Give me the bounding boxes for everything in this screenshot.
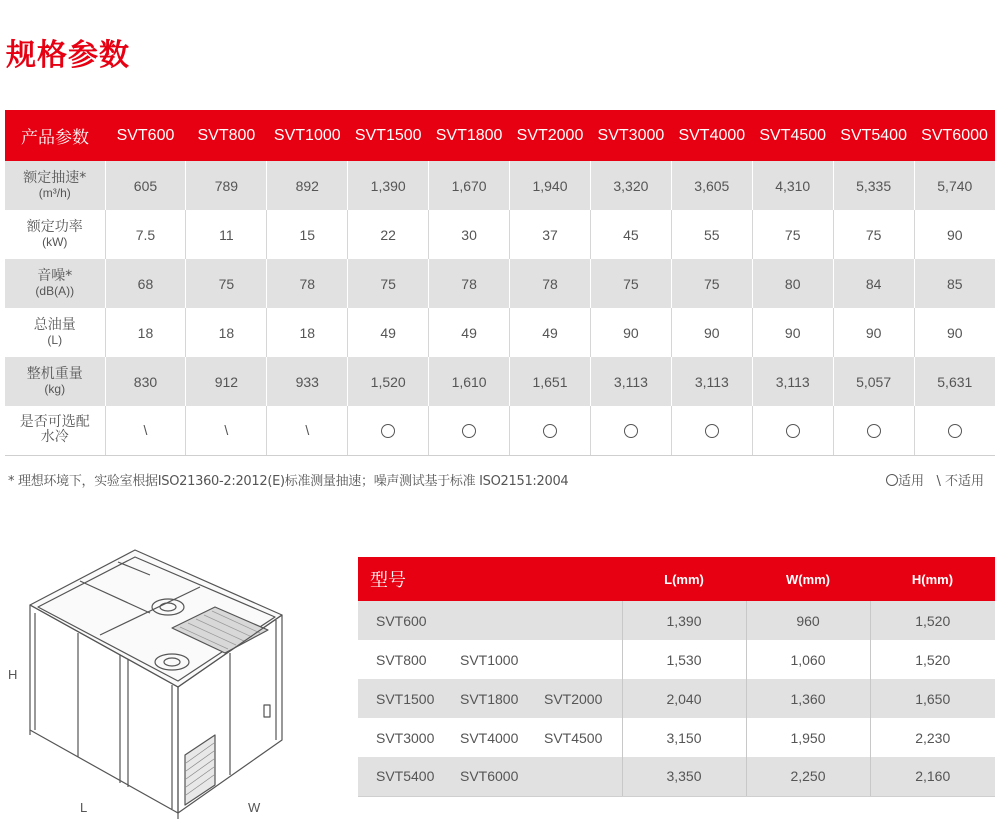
- spec-row: [5, 308, 995, 357]
- spec-cell: 5,740: [914, 161, 995, 210]
- spec-cell: 892: [267, 161, 348, 210]
- spec-cell: 49: [510, 308, 591, 357]
- spec-cell: 11: [186, 210, 267, 259]
- dimension-model-name: SVT800: [376, 651, 427, 668]
- spec-cell: 80: [752, 259, 833, 308]
- spec-cell: 90: [833, 308, 914, 357]
- spec-cell: 90: [752, 308, 833, 357]
- dimension-l-value: 1,530: [622, 640, 746, 679]
- spec-cell: 90: [914, 308, 995, 357]
- spec-row: [5, 357, 995, 406]
- dimension-w-value: 1,360: [746, 679, 870, 718]
- spec-row-name: 额定抽速*: [23, 169, 87, 186]
- spec-cell: 75: [671, 259, 752, 308]
- spec-row-unit: (m³/h): [38, 185, 71, 200]
- spec-cell: 68: [105, 259, 186, 308]
- spec-cell: 78: [267, 259, 348, 308]
- spec-cell: 18: [267, 308, 348, 357]
- spec-cell: 3,605: [671, 161, 752, 210]
- spec-header-model: SVT6000: [914, 110, 995, 161]
- spec-cell: 37: [510, 210, 591, 259]
- spec-cell: 605: [105, 161, 186, 210]
- spec-cell: 3,113: [671, 357, 752, 406]
- spec-cell: 75: [186, 259, 267, 308]
- circle-icon: [786, 424, 800, 438]
- spec-row-name: 是否可选配: [19, 414, 90, 431]
- dimension-row: [358, 601, 995, 640]
- spec-row-label: [5, 210, 105, 259]
- spec-table: [5, 110, 995, 456]
- dimension-header-l: L(mm): [622, 557, 746, 601]
- spec-cell: 49: [429, 308, 510, 357]
- spec-cell: [671, 406, 752, 455]
- spec-cell: 75: [833, 210, 914, 259]
- spec-cell: 75: [752, 210, 833, 259]
- spec-header-model: SVT2000: [510, 110, 591, 161]
- dimension-header-model: 型号: [358, 557, 622, 601]
- spec-row-name: 整机重量: [26, 365, 83, 382]
- spec-header-model: SVT1800: [429, 110, 510, 161]
- spec-row-unit: (kg): [44, 381, 66, 396]
- spec-cell: 15: [267, 210, 348, 259]
- dimension-model-name: SVT6000: [460, 768, 519, 785]
- spec-row-label: [5, 259, 105, 308]
- dimension-model-name: SVT600: [376, 612, 427, 629]
- length-label: L: [80, 800, 88, 815]
- circle-icon: [624, 424, 638, 438]
- spec-cell: 1,390: [348, 161, 429, 210]
- spec-cell: [510, 406, 591, 455]
- dimension-models: [358, 640, 622, 679]
- circle-icon: [705, 424, 719, 438]
- dimension-models: [358, 757, 622, 796]
- spec-cell: 90: [590, 308, 671, 357]
- spec-cell: [752, 406, 833, 455]
- dimension-w-value: 1,060: [746, 640, 870, 679]
- spec-cell: [833, 406, 914, 455]
- spec-header-label: 产品参数: [5, 110, 105, 161]
- dimension-h-value: 2,160: [870, 757, 995, 796]
- spec-cell: 789: [186, 161, 267, 210]
- spec-row-label: [5, 161, 105, 210]
- dimension-table: [358, 557, 995, 797]
- dimension-models: [358, 601, 622, 640]
- circle-icon: [886, 474, 898, 486]
- spec-cell: 1,520: [348, 357, 429, 406]
- spec-header-model: SVT1500: [348, 110, 429, 161]
- dimension-model-name: SVT5400: [376, 768, 435, 785]
- spec-cell: 45: [590, 210, 671, 259]
- spec-header-model: SVT4000: [671, 110, 752, 161]
- dimension-body: [358, 601, 995, 796]
- spec-row-label: [5, 406, 105, 455]
- spec-row-label: [5, 357, 105, 406]
- spec-body: [5, 161, 995, 455]
- spec-cell: 18: [186, 308, 267, 357]
- dimension-l-value: 3,350: [622, 757, 746, 796]
- legend-applicable: 适用: [898, 474, 925, 489]
- spec-row-unit: (kW): [42, 234, 68, 249]
- spec-cell: 912: [186, 357, 267, 406]
- spec-row: [5, 210, 995, 259]
- spec-cell: 5,057: [833, 357, 914, 406]
- legend: [886, 470, 984, 489]
- dimension-row: [358, 640, 995, 679]
- spec-header-model: SVT3000: [590, 110, 671, 161]
- dimension-models: [358, 679, 622, 718]
- spec-cell: 78: [429, 259, 510, 308]
- spec-header-model: SVT5400: [833, 110, 914, 161]
- dimension-h-value: 1,650: [870, 679, 995, 718]
- spec-cell: 3,320: [590, 161, 671, 210]
- dimension-h-value: 1,520: [870, 601, 995, 640]
- spec-cell: 78: [510, 259, 591, 308]
- circle-icon: [543, 424, 557, 438]
- dimension-models: [358, 718, 622, 757]
- spec-cell: 5,631: [914, 357, 995, 406]
- spec-row: [5, 406, 995, 455]
- dimension-row: [358, 679, 995, 718]
- spec-cell: 75: [348, 259, 429, 308]
- spec-cell: 1,610: [429, 357, 510, 406]
- dimension-l-value: 1,390: [622, 601, 746, 640]
- dimension-row: [358, 757, 995, 796]
- spec-header-model: SVT800: [186, 110, 267, 161]
- circle-icon: [462, 424, 476, 438]
- spec-row-name: 音噪*: [37, 267, 73, 284]
- spec-cell: 55: [671, 210, 752, 259]
- spec-row-unit: (L): [47, 332, 63, 347]
- spec-cell: 3,113: [752, 357, 833, 406]
- dimension-h-value: 1,520: [870, 640, 995, 679]
- dimension-w-value: 1,950: [746, 718, 870, 757]
- spec-cell: [914, 406, 995, 455]
- spec-header-model: SVT4500: [752, 110, 833, 161]
- spec-row-unit: (dB(A)): [35, 283, 75, 298]
- dimension-w-value: 2,250: [746, 757, 870, 796]
- spec-cell: 830: [105, 357, 186, 406]
- spec-header-row: [5, 110, 995, 161]
- spec-cell: 85: [914, 259, 995, 308]
- dimension-header-w: W(mm): [746, 557, 870, 601]
- spec-cell: 5,335: [833, 161, 914, 210]
- spec-cell: 22: [348, 210, 429, 259]
- spec-cell: 933: [267, 357, 348, 406]
- spec-cell: [429, 406, 510, 455]
- page-title: 规格参数: [6, 38, 130, 73]
- dimension-model-name: SVT2000: [544, 690, 603, 707]
- spec-row-unit: 水冷: [40, 429, 69, 446]
- circle-icon: [948, 424, 962, 438]
- dimension-model-name: SVT1000: [460, 651, 519, 668]
- spec-cell: 75: [590, 259, 671, 308]
- spec-cell: 30: [429, 210, 510, 259]
- spec-cell: 1,670: [429, 161, 510, 210]
- dimension-model-name: SVT4000: [460, 729, 519, 746]
- machine-drawing: [0, 535, 330, 825]
- spec-row-label: [5, 308, 105, 357]
- spec-cell: \: [186, 406, 267, 455]
- spec-header-model: SVT1000: [267, 110, 348, 161]
- dimension-model-name: SVT4500: [544, 729, 603, 746]
- spec-row-name: 额定功率: [26, 218, 83, 235]
- dimension-h-value: 2,230: [870, 718, 995, 757]
- dimension-model-name: SVT3000: [376, 729, 435, 746]
- dimension-w-value: 960: [746, 601, 870, 640]
- machine-illustration: [0, 535, 330, 825]
- circle-icon: [867, 424, 881, 438]
- spec-cell: 49: [348, 308, 429, 357]
- legend-not-symbol: \: [936, 474, 941, 489]
- spec-cell: 1,651: [510, 357, 591, 406]
- spec-cell: \: [267, 406, 348, 455]
- dimension-l-value: 2,040: [622, 679, 746, 718]
- spec-cell: 3,113: [590, 357, 671, 406]
- spec-row: [5, 161, 995, 210]
- width-label: W: [248, 800, 261, 815]
- spec-cell: 4,310: [752, 161, 833, 210]
- spec-cell: 18: [105, 308, 186, 357]
- footnote: * 理想环境下，实验室根据ISO21360-2:2012(E)标准测量抽速；噪声测试基于标准 ISO2151:2004: [8, 474, 569, 489]
- dimension-header-h: H(mm): [870, 557, 995, 601]
- dimension-l-value: 3,150: [622, 718, 746, 757]
- circle-icon: [381, 424, 395, 438]
- spec-cell: 90: [671, 308, 752, 357]
- spec-cell: \: [105, 406, 186, 455]
- spec-cell: 7.5: [105, 210, 186, 259]
- height-label: H: [8, 667, 18, 682]
- spec-cell: [348, 406, 429, 455]
- spec-header-model: SVT600: [105, 110, 186, 161]
- spec-cell: 90: [914, 210, 995, 259]
- dimension-row: [358, 718, 995, 757]
- dimension-model-name: SVT1800: [460, 690, 519, 707]
- dimension-model-name: SVT1500: [376, 690, 435, 707]
- legend-not-applicable: 不适用: [944, 474, 984, 489]
- spec-row-name: 总油量: [33, 316, 76, 333]
- dimension-header-row: [358, 557, 995, 601]
- spec-cell: 1,940: [510, 161, 591, 210]
- spec-cell: 84: [833, 259, 914, 308]
- spec-cell: [590, 406, 671, 455]
- spec-row: [5, 259, 995, 308]
